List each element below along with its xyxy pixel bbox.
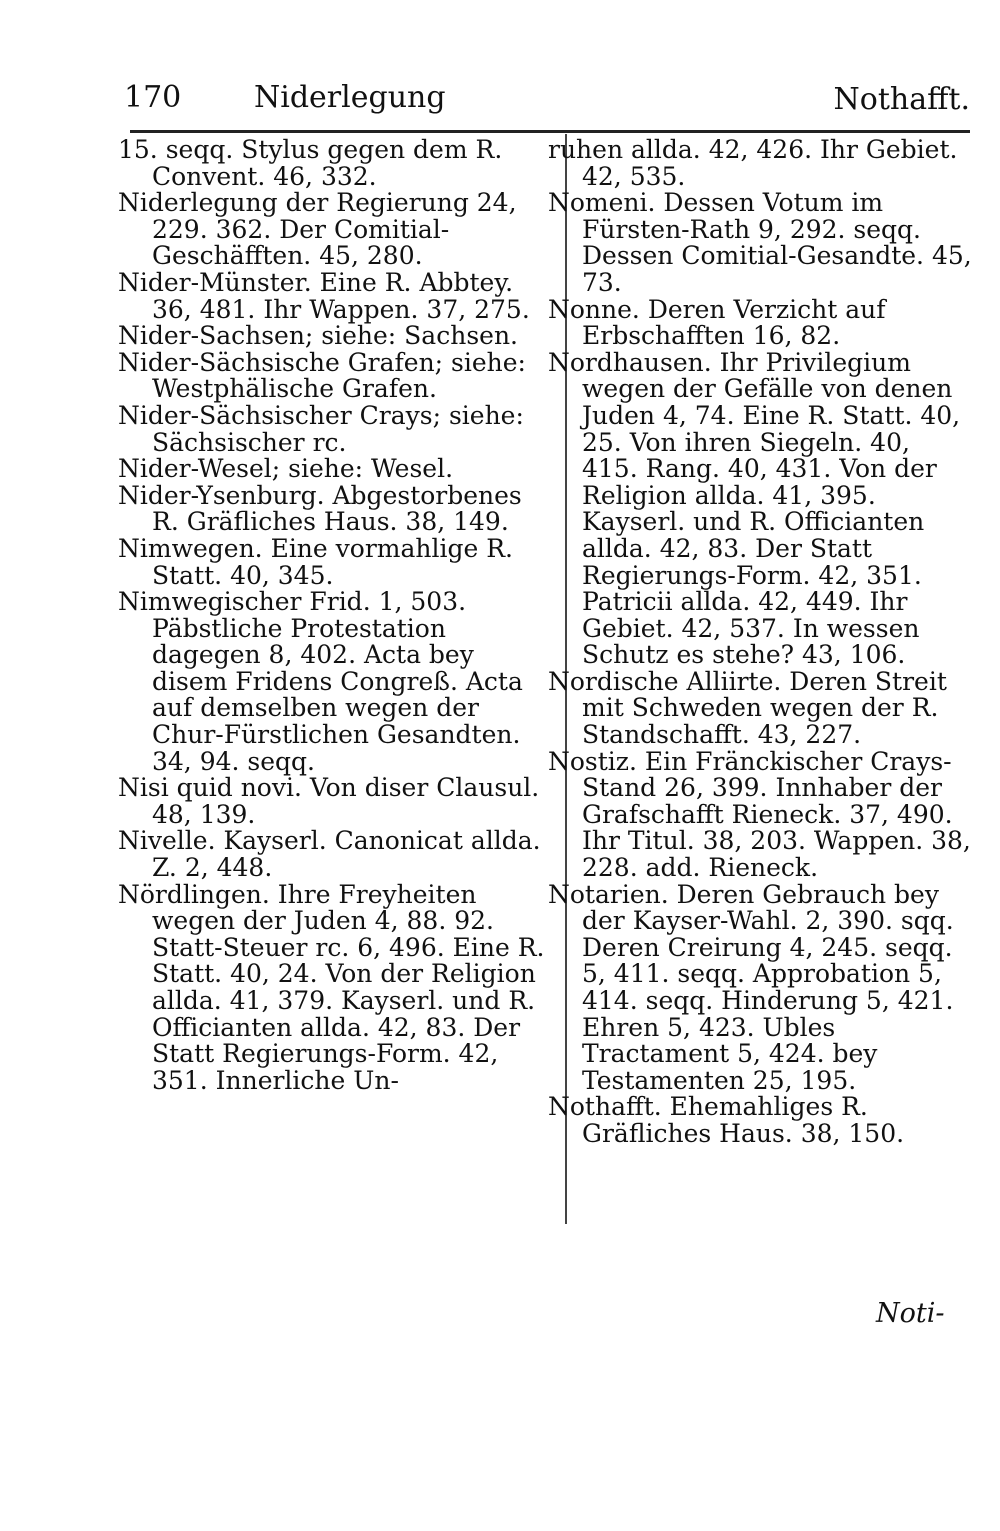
index-entry: Nimwegen. Eine vormahlige R. Statt. 40, 345.	[118, 533, 513, 590]
index-entry: Nisi quid novi. Von diser Clausul. 48, 139.	[118, 773, 540, 829]
index-entry: Nordische Alliirte. Deren Streit mit Schweden wegen der R. Standschafft. 43, 227.	[548, 666, 947, 750]
index-entry: Notarien. Deren Gebrauch bey der Kayser-Wahl. 2, 390. sqq. Deren Creirung 4, 245. seqq. 5, 411. seqq. Approbation 5, 414. seqq. Hinderung 5, 421. Ehren 5, 423. Ubles Tractament 5, 424. bey Testamenten 25, 195.	[548, 879, 954, 1095]
index-entry: Nördlingen. Ihre Freyheiten wegen der Juden 4, 88. 92. Statt-Steuer rc. 6, 496. Eine R. Statt. 40, 24. Von der Religion allda. 41, 379. Kayserl. und R. Officianten allda. 42, 83. Der Statt Regierungs-Form. 42, 351. Innerliche Un-	[118, 879, 545, 1095]
index-entry: 15. seqq. Stylus gegen dem R. Convent. 46, 332.	[118, 135, 503, 191]
index-entry: Nomeni. Dessen Votum im Fürsten-Rath 9, 292. seqq. Dessen Comitial-Gesandte. 45, 73.	[548, 188, 972, 297]
running-head-right: Nothafft.	[833, 82, 970, 117]
index-entry: Nider-Ysenburg. Abgestorbenes R. Gräfliches Haus. 38, 149.	[118, 480, 522, 537]
index-entry: Nider-Sächsischer Crays; siehe: Sächsischer rc.	[118, 400, 524, 457]
index-entry: Nothafft. Ehemahliges R. Gräfliches Haus. 38, 150.	[548, 1092, 905, 1148]
index-entry: Nider-Münster. Eine R. Abbtey. 36, 481. Ihr Wappen. 37, 275.	[118, 267, 530, 324]
index-entry: Nimwegischer Frid. 1, 503. Päbstliche Protestation dagegen 8, 402. Acta bey disem Fridens Congreß. Acta auf demselben wegen der Chur-Fürstlichen Gesandten. 34, 94. seqq.	[118, 587, 523, 776]
index-entry: Nordhausen. Ihr Privilegium wegen der Gefälle von denen Juden 4, 74. Eine R. Statt. 40, 25. Von ihren Siegeln. 40, 415. Rang. 40, 431. Von der Religion allda. 41, 395. Kayserl. und R. Officianten allda. 42, 83. Der Statt Regierungs-Form. 42, 351. Patricii allda. 42, 449. Ihr Gebiet. 42, 537. In wessen Schutz es stehe? 43, 106.	[548, 347, 961, 670]
index-entry: Nonne. Deren Verzicht auf Erbschafften 16, 82.	[548, 294, 886, 351]
left-column	[118, 137, 548, 1094]
index-entry: Nivelle. Kayserl. Canonicat allda. Z. 2, 448.	[118, 826, 541, 883]
catchword: Noti-	[876, 1298, 945, 1329]
running-head-left: Niderlegung	[254, 80, 446, 115]
index-entry: Nider-Wesel; siehe: Wesel.	[118, 454, 454, 484]
index-entry: ruhen allda. 42, 426. Ihr Gebiet. 42, 535.	[548, 135, 958, 191]
right-column	[548, 137, 973, 1148]
index-entry: Nostiz. Ein Fränckischer Crays-Stand 26, 399. Innhaber der Grafschafft Rieneck. 37, 490. Ihr Titul. 38, 203. Wappen. 38, 228. add. Rieneck.	[548, 746, 971, 883]
index-entry: Nider-Sachsen; siehe: Sachsen.	[118, 321, 518, 351]
index-entry: Nider-Sächsische Grafen; siehe: Westphälische Grafen.	[118, 347, 526, 404]
header-rule	[130, 130, 970, 133]
page-number: 170	[124, 80, 182, 115]
index-entry: Niderlegung der Regierung 24, 229. 362. Der Comitial-Geschäfften. 45, 280.	[118, 188, 517, 271]
